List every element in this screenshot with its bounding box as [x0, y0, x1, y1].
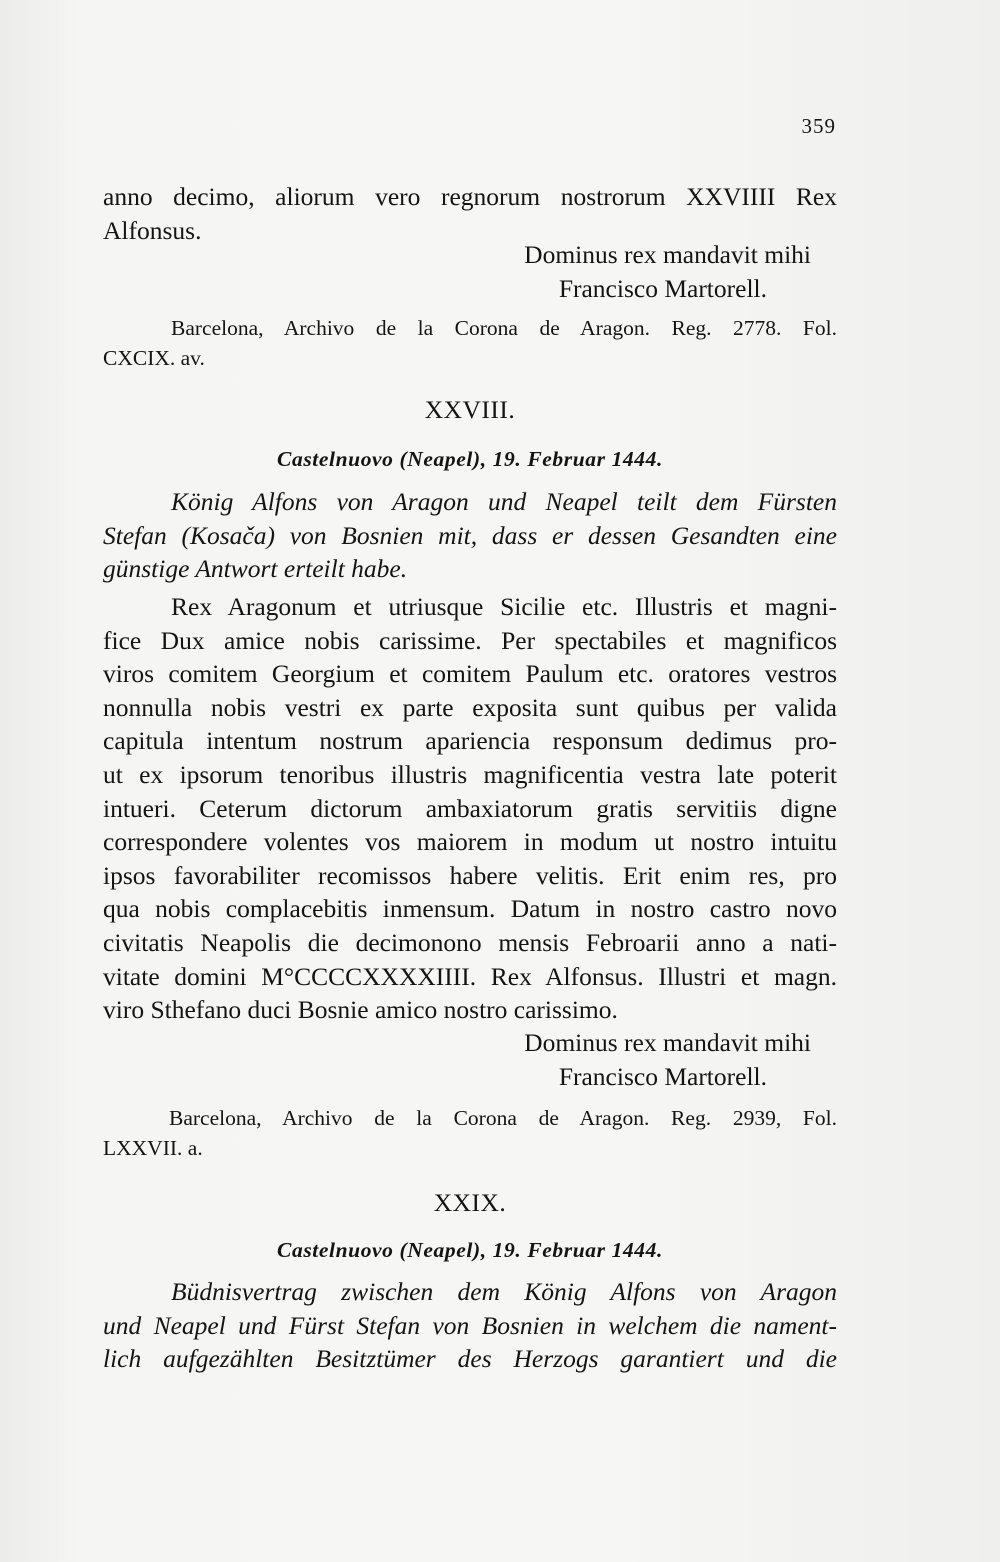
body-line: ut ex ipsorum tenoribus illustris magnificentia vestra late poterit [103, 759, 837, 789]
source-line: CXCIX. av. [103, 346, 205, 370]
document-summary [103, 485, 837, 586]
body-line: ipsos favorabiliter recomissos habere velitis. Erit enim res, pro [103, 860, 837, 890]
document-number [103, 393, 837, 427]
document-number-text: XXIX. [433, 1188, 507, 1217]
body-line: correspondere volentes vos maiorem in modum ut nostro intuitu [103, 827, 837, 857]
document-body [103, 590, 837, 1027]
body-line: qua nobis complacebitis inmensum. Datum in nostro castro novo [103, 894, 837, 924]
summary-line: günstige Antwort erteilt habe. [103, 554, 408, 584]
summary-line: und Neapel und Fürst Stefan von Bosnien in welchem die nament- [103, 1310, 837, 1340]
dateline [103, 443, 837, 477]
signature-block [103, 238, 837, 305]
signature-block [103, 1026, 837, 1093]
page-number: 359 [801, 114, 836, 138]
text-line: Alfonsus. [103, 215, 202, 245]
dateline-text: Castelnuovo (Neapel), 19. Februar 1444. [277, 1238, 663, 1262]
source-line: LXXVII. a. [103, 1136, 203, 1160]
body-line: Rex Aragonum et utriusque Sicilie etc. Illustris et magni- [171, 592, 837, 621]
summary-line: König Alfons von Aragon und Neapel teilt dem Fürsten [171, 487, 837, 516]
signature-name: Francisco Martorell. [558, 273, 767, 303]
body-line: civitatis Neapolis die decimonono mensis Febroarii anno a nati- [103, 927, 837, 957]
summary-line: lich aufgezählten Besitztümer des Herzogs garantiert und die [103, 1344, 837, 1374]
archive-source [103, 1103, 837, 1163]
source-line: Barcelona, Archivo de la Corona de Aragon. Reg. 2939, Fol. [169, 1106, 837, 1130]
archive-source [103, 313, 837, 373]
text-line: anno decimo, aliorum vero regnorum nostrorum XXVIIII Rex [103, 182, 837, 211]
signature-line: Dominus rex mandavit mihi [524, 1028, 811, 1057]
source-line: Barcelona, Archivo de la Corona de Aragon. Reg. 2778. Fol. [171, 316, 837, 340]
body-line: intueri. Ceterum dictorum ambaxiatorum gratis servitiis digne [103, 793, 837, 823]
summary-line: Stefan (Kosača) von Bosnien mit, dass er dessen Gesandten eine [103, 520, 837, 550]
body-line: viro Sthefano duci Bosnie amico nostro carissimo. [103, 995, 618, 1025]
dateline-text: Castelnuovo (Neapel), 19. Februar 1444. [277, 447, 663, 471]
body-line: fice Dux amice nobis carissime. Per spectabiles et magnificos [103, 625, 837, 655]
body-line: capitula intentum nostrum apariencia responsum dedimus pro- [103, 726, 837, 756]
signature-line: Dominus rex mandavit mihi [524, 240, 811, 269]
body-line: nonnulla nobis vestri ex parte exposita sunt quibus per valida [103, 692, 837, 722]
document-number [103, 1186, 837, 1220]
body-line: vitate domini M°CCCCXXXXIIII. Rex Alfonsus. Illustri et magn. [103, 961, 837, 991]
body-line: viros comitem Georgium et comitem Paulum etc. oratores vestros [103, 659, 837, 689]
dateline [103, 1234, 837, 1268]
document-number-text: XXVIII. [424, 395, 516, 424]
signature-name: Francisco Martorell. [558, 1061, 767, 1091]
summary-line: Büdnisvertrag zwischen dem König Alfons von Aragon [171, 1277, 837, 1306]
document-summary [103, 1275, 837, 1376]
